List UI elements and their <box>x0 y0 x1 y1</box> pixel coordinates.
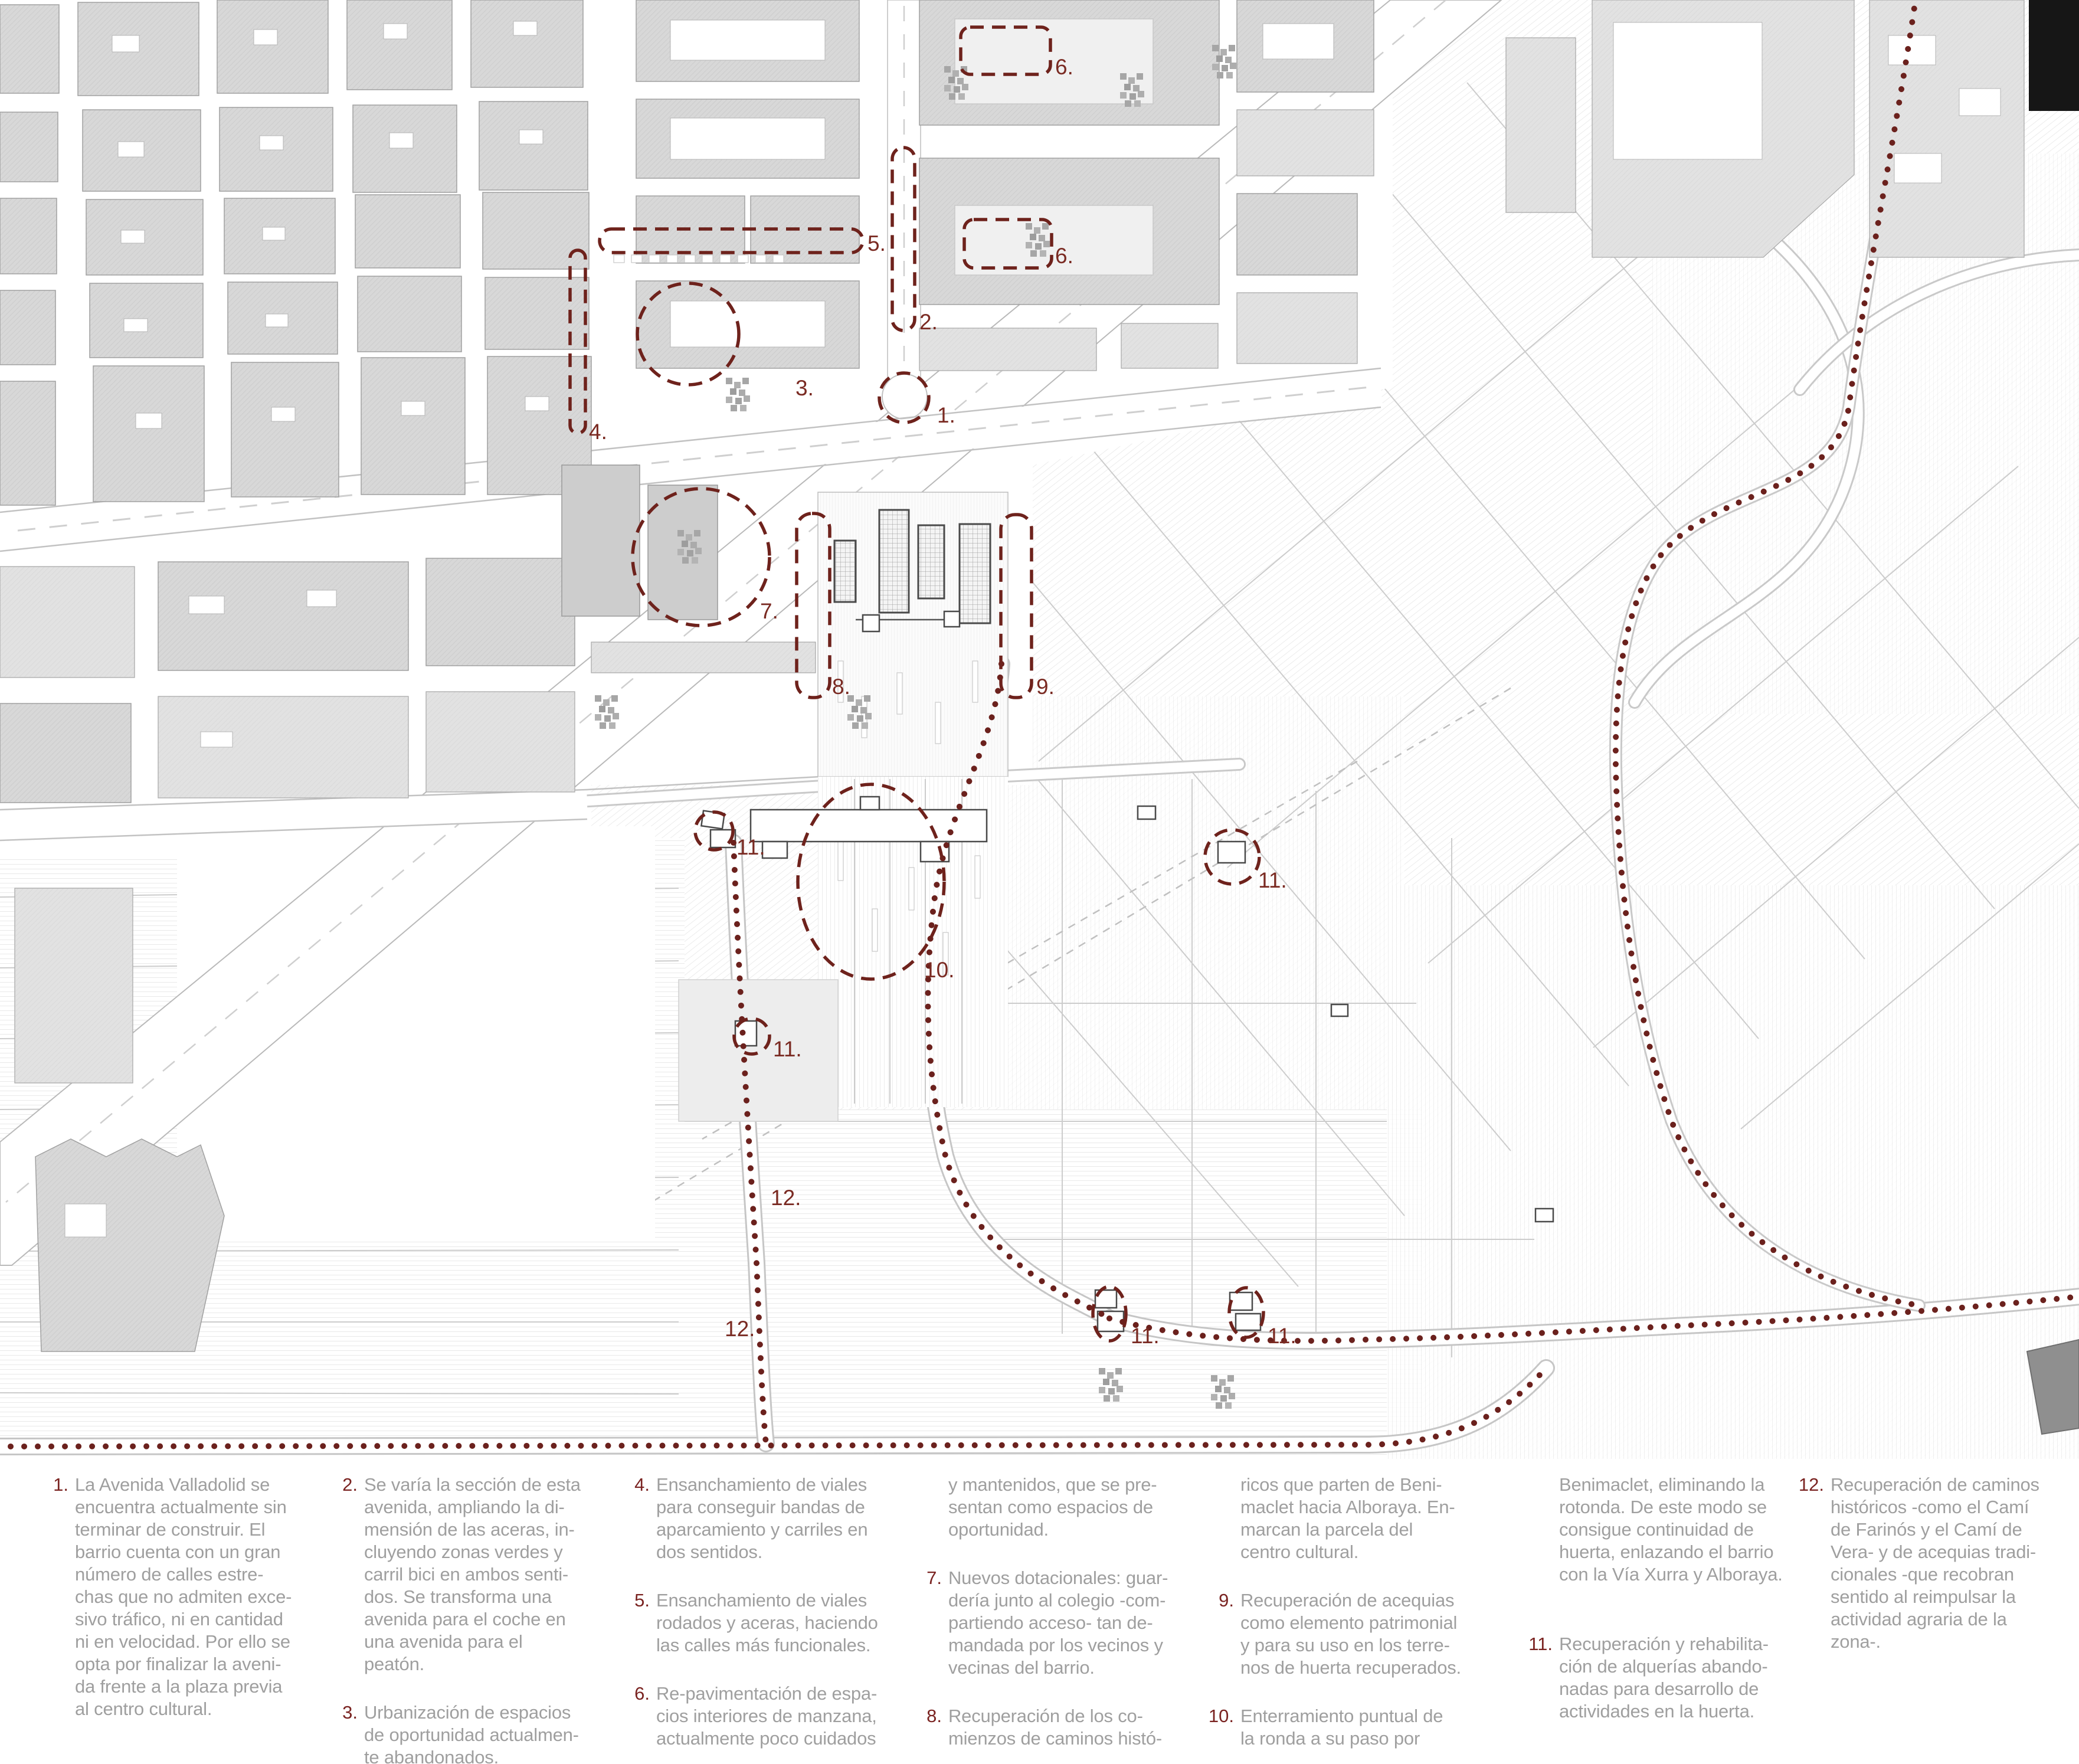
note-number <box>1201 1474 1240 1563</box>
map-label-4: 4. <box>589 420 607 444</box>
note-7 <box>909 1567 1171 1679</box>
note-number <box>909 1474 948 1541</box>
note-3 <box>325 1701 587 1764</box>
note-text: Recuperación de acequias como elemento patrimonial y para su uso en los terre- nos de huerta recuperados. <box>1240 1590 1461 1678</box>
map-label-9: 9. <box>1036 675 1055 699</box>
note-text: Benimaclet, eliminando la rotonda. De este modo se consigue continuidad de huerta, enlazando el barrio con la Vía Xurra y Alboraya. <box>1559 1474 1783 1585</box>
map-label-6b: 6. <box>1055 244 1073 268</box>
note-number: 10. <box>1208 1706 1234 1726</box>
note-9 <box>1201 1589 1472 1679</box>
map-label-5: 5. <box>867 231 886 256</box>
note-text: Enterramiento puntual de la ronda a su paso por <box>1240 1706 1443 1749</box>
map-label-12a: 12. <box>771 1186 801 1210</box>
note-number: 1. <box>53 1474 68 1495</box>
note-2 <box>325 1474 587 1675</box>
note-text: Ensanchamiento de viales para conseguir bandas de aparcamiento y carriles en dos sentidos. <box>656 1474 868 1562</box>
map-label-2: 2. <box>919 310 938 334</box>
note-text: La Avenida Valladolid se encuentra actualmente sin terminar de construir. El barrio cuenta con un gran número de calles estre- chas que no admiten exce- sivo tráfico, ni en cantidad ni en velocidad. Por ello se opta por finalizar la aveni- da frente a la plaza previa al centro cultural. <box>75 1474 292 1719</box>
legend-column-7 <box>1791 1474 2068 1653</box>
note-text: Se varía la sección de esta avenida, ampliando la di- mensión de las aceras, in- cluyendo zonas verdes y carril bici en ambos senti- dos. Se transforma una avenida para el coche en una avenida para el peatón. <box>364 1474 581 1674</box>
map-label-7: 7. <box>760 599 778 623</box>
map-label-11b: 11. <box>1258 868 1287 892</box>
note-number: 6. <box>634 1683 650 1704</box>
note-number <box>1520 1474 1559 1586</box>
note-number: 5. <box>634 1590 650 1611</box>
note-10 <box>1201 1705 1472 1750</box>
note-text: Nuevos dotacionales: guar- dería junto al colegio -com- partiendo acceso- tan de- mandada por los vecinos y vecinas del barrio. <box>948 1567 1168 1678</box>
note-number: 11. <box>1528 1634 1553 1654</box>
legend-column-3 <box>617 1474 879 1750</box>
note-12 <box>1791 1474 2068 1653</box>
note-11 <box>1520 1633 1791 1723</box>
note-10-continued <box>1520 1474 1791 1586</box>
note-number: 7. <box>926 1567 942 1588</box>
note-text: Ensanchamiento de viales rodados y aceras, haciendo las calles más funcionales. <box>656 1590 878 1655</box>
legend-column-5 <box>1201 1474 1472 1750</box>
map-label-11c: 11. <box>773 1037 802 1061</box>
note-number: 12. <box>1798 1474 1824 1495</box>
map-label-11e: 11. <box>1268 1324 1296 1348</box>
legend-column-2 <box>325 1474 587 1764</box>
legend-column-6 <box>1520 1474 1791 1723</box>
legend-column-1 <box>35 1474 298 1720</box>
note-number: 8. <box>926 1706 942 1726</box>
map-edge-bar <box>2029 0 2079 111</box>
note-number: 3. <box>342 1702 358 1723</box>
map-label-6a: 6. <box>1055 55 1073 79</box>
cultural-center-parcel <box>818 492 1008 777</box>
note-8 <box>909 1705 1171 1750</box>
note-6-continued <box>909 1474 1171 1541</box>
note-number: 9. <box>1219 1590 1234 1611</box>
legend <box>0 1474 2079 1764</box>
note-text: y mantenidos, que se pre- sentan como espacios de oportunidad. <box>948 1474 1157 1540</box>
note-text: Recuperación de los co- mienzos de caminos histó- <box>948 1706 1162 1749</box>
note-text: Re-pavimentación de espa- cios interiores de manzana, actualmente poco cuidados <box>656 1683 878 1749</box>
map-label-10: 10. <box>924 958 955 982</box>
map-label-11a: 11. <box>736 835 765 859</box>
legend-column-4 <box>909 1474 1171 1750</box>
note-number: 2. <box>342 1474 358 1495</box>
map-label-3: 3. <box>795 376 814 400</box>
map-label-1: 1. <box>937 403 955 427</box>
note-1 <box>35 1474 298 1720</box>
note-number: 4. <box>634 1474 650 1495</box>
map-label-11d: 11. <box>1131 1324 1160 1348</box>
note-text: ricos que parten de Beni- maclet hacia Alboraya. En- marcan la parcela del centro cultural. <box>1240 1474 1455 1562</box>
map-label-12b: 12. <box>725 1317 755 1341</box>
map-label-8: 8. <box>832 675 850 699</box>
note-text: Urbanización de espacios de oportunidad actualmen- te abandonados. <box>364 1702 579 1764</box>
note-4 <box>617 1474 879 1563</box>
note-8-continued <box>1201 1474 1472 1563</box>
note-text: Recuperación y rehabilita- ción de alquerías abando- nadas para desarrollo de actividades en la huerta. <box>1559 1634 1769 1722</box>
note-5 <box>617 1589 879 1657</box>
note-6 <box>617 1683 879 1750</box>
note-text: Recuperación de caminos históricos -como el Camí de Farinós y el Camí de Vera- y de acequias tradi- cionales -que recobran sentido al reimpulsar la actividad agraria de la zona-. <box>1831 1474 2039 1652</box>
